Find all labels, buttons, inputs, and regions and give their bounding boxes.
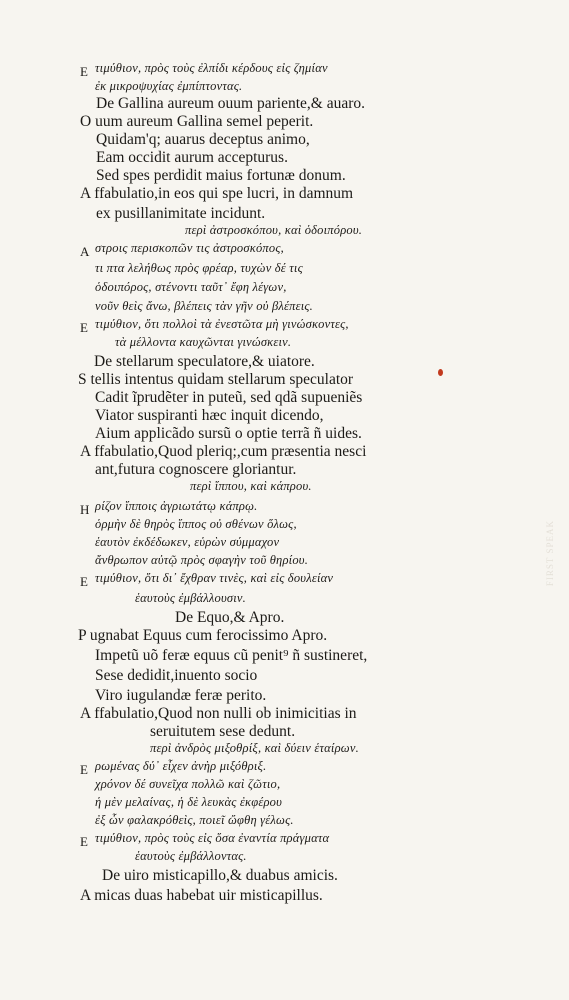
greek-text-line: περὶ ἵππου, καὶ κάπρου.	[190, 479, 312, 493]
greek-text-line: νοῦν θεὶς ἄνω, βλέπεις τὰν γῆν οὐ βλέπεις.	[95, 299, 313, 313]
latin-text-line: De uiro misticapillo,& duabus amicis.	[102, 867, 338, 884]
latin-text-line: seruitutem sese dedunt.	[150, 723, 296, 740]
greek-text-line: τὰ μέλλοντα καυχῶνται γινώσκειν.	[115, 335, 292, 349]
latin-text-line: ex pusillanimitate incidunt.	[96, 205, 266, 222]
greek-text-line: τιμύθιον, πρὸς τοὺς εἰς ὅσα ἐναντία πράγματα	[95, 831, 330, 845]
greek-text-line: ἐκ μικροψυχίας ἐμπίπτοντας.	[95, 79, 243, 93]
initial-marker: A	[80, 244, 90, 259]
latin-text-line: Eam occidit aurum accepturus.	[96, 149, 288, 166]
latin-text-line: A ffabulatio,in eos qui spe lucri, in damnum	[80, 185, 354, 202]
greek-text-line: ἑαυτοὺς ἐμβάλλουσιν.	[135, 591, 246, 605]
greek-text-line: ἑαυτοὺς ἐμβάλλοντας.	[135, 849, 247, 863]
greek-text-line: τιμύθιον, ὅτι πολλοὶ τὰ ἐνεστῶτα μὴ γινώσκοντες,	[95, 317, 349, 331]
latin-text-line: De stellarum speculatore,& uiatore.	[94, 353, 315, 370]
greek-text-line: ὁρμὴν δὲ θηρὸς ἵππος οὐ σθένων ὅλως,	[95, 517, 297, 531]
greek-text-line: περὶ ἀστροσκόπου, καὶ ὁδοιπόρου.	[185, 223, 363, 237]
initial-marker: E	[80, 574, 88, 589]
greek-text-line: ρωμένας δύ᾽ εἶχεν ἀνὴρ μιξόθριξ.	[95, 759, 267, 773]
red-ink-spot	[438, 369, 443, 376]
latin-text-line: Sese dedidit,inuento socio	[95, 667, 258, 684]
latin-text-line: P ugnabat Equus cum ferocissimo Apro.	[78, 627, 328, 644]
greek-text-line: ρίζον ἵπποις ἀγριωτάτῳ κάπρῳ.	[95, 499, 258, 513]
initial-marker: E	[80, 762, 88, 777]
greek-text-line: ἡ μὲν μελαίνας, ἡ δὲ λευκὰς ἐκφέρου	[95, 795, 283, 809]
greek-text-line: τι πτα λελήθως πρὸς φρέαρ, τυχὼν δέ τις	[95, 261, 303, 275]
latin-text-line: ant,futura cognoscere gloriantur.	[95, 461, 297, 478]
greek-text-line: ἄνθρωπον αὐτῷ πρὸς σφαγὴν τοῦ θηρίου.	[95, 553, 309, 567]
initial-marker: E	[80, 320, 88, 335]
greek-text-line: χρόνον δέ συνεῖχα πολλῶ καὶ ζῶτιο,	[95, 777, 281, 791]
greek-text-line: ἐξ ὧν φαλακρόθεὶς, ποιεῖ ὤφθη γέλως.	[95, 813, 294, 827]
latin-text-line: A ffabulatio,Quod non nulli ob inimicitias in	[80, 705, 357, 722]
latin-text-line: De Gallina aureum ouum pariente,& auaro.	[96, 95, 365, 112]
latin-text-line: S tellis intentus quidam stellarum speculator	[78, 371, 354, 388]
latin-text-line: Quidam'q; auarus deceptus animo,	[96, 131, 310, 148]
latin-text-line: Viator suspiranti hæc inquit dicendo,	[95, 407, 324, 424]
greek-text-line: τιμύθιον, πρὸς τοὺς ἐλπίδι κέρδους εἰς ζημίαν	[95, 61, 328, 75]
latin-text-line: De Equo,& Apro.	[175, 609, 285, 626]
initial-marker: H	[80, 502, 90, 517]
latin-text-line: Viro iugulandæ feræ perito.	[95, 687, 267, 704]
latin-text-line: O uum aureum Gallina semel peperit.	[80, 113, 314, 130]
latin-text-line: A ffabulatio,Quod pleriq;,cum præsentia nesci	[80, 443, 367, 460]
greek-text-line: περὶ ἀνδρὸς μιξοθρίξ, καὶ δύειν ἑταίρων.	[150, 741, 359, 755]
latin-text-line: Impetũ uõ feræ equus cũ penit⁹ ñ sustineret,	[95, 647, 368, 664]
latin-text-line: Sed spes perdidit maius fortunæ donum.	[96, 167, 346, 184]
initial-marker: E	[80, 834, 88, 849]
latin-text-line: Cadit ĩprudẽter in puteũ, sed qdã supueniẽs	[95, 389, 363, 406]
greek-text-line: ἑαυτὸν ἐκδέδωκεν, εὑρὼν σύμμαχον	[95, 535, 280, 549]
initial-marker: E	[80, 64, 88, 79]
greek-text-line: τιμύθιον, ὅτι δι᾽ ἔχθραν τινὲς, καὶ εἰς δουλείαν	[95, 571, 334, 585]
greek-text-line: στροις περισκοπῶν τις ἀστροσκόπος,	[95, 241, 284, 255]
greek-text-line: ὁδοιπόρος, στένοντι ταῦτ᾽ ἔφη λέγων,	[95, 280, 287, 294]
latin-text-line: Aium applicãdo sursũ o optie terrã ñ uides.	[95, 425, 362, 442]
latin-text-line: A micas duas habebat uir misticapillus.	[80, 887, 323, 904]
show-through-text: FIRST SPEAK	[545, 520, 555, 587]
